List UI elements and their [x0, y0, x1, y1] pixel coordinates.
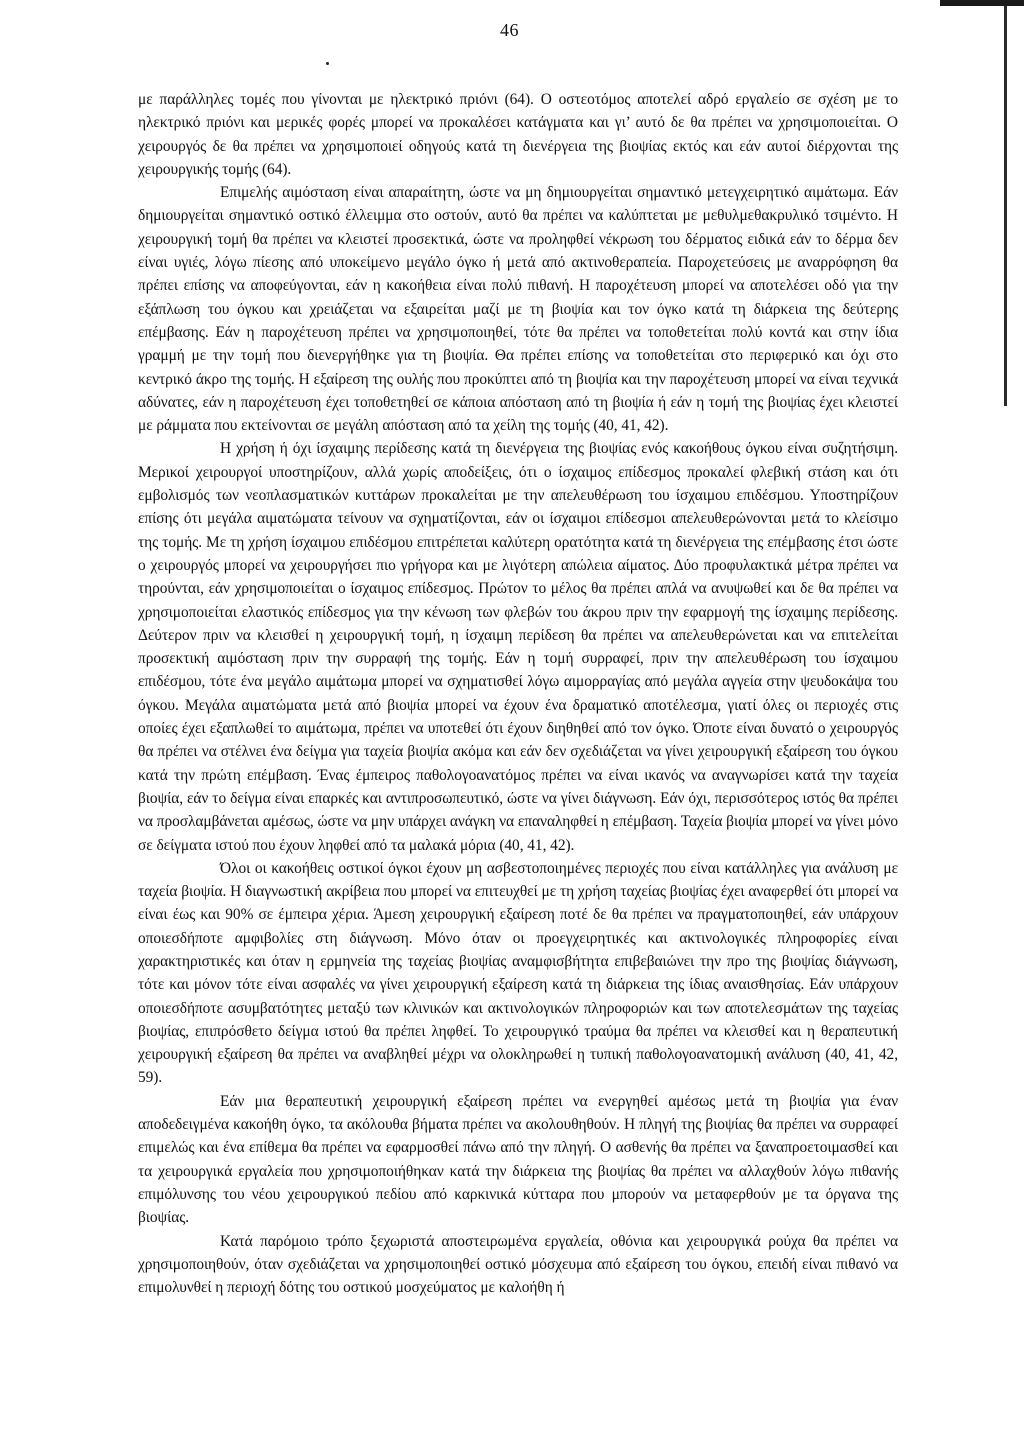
paragraph-5: Εάν μια θεραπευτική χειρουργική εξαίρεση πρέπει να ενεργηθεί αμέσως μετά τη βιοψία για έναν αποδεδειγμένα κακοήθη όγκο, τα ακόλουθα βήματα πρέπει να ακολουθηθούν. Η πληγή της βιοψίας θα πρέπει να συρραφεί επιμελώς και ένα επίθεμα θα πρέπει να εφαρμοσθεί πάνω από την πληγή. Ο ασθενής θα πρέπει να ξαναπροετοιμασθεί και τα χειρουργικά εργαλεία που χρησιμοποιήθηκαν κατά την διάρκεια της βιοψίας θα πρέπει να αλλαχθούν λόγω πιθανής επιμόλυνσης του νέου χειρουργικού πεδίου από καρκινικά κύτταρα που μπορούν να μεταφερθούν με τα όργανα της βιοψίας. [138, 1092, 898, 1227]
document-body [138, 88, 898, 1299]
paragraph-6: Κατά παρόμοιο τρόπο ξεχωριστά αποστειρωμένα εργαλεία, οθόνια και χειρουργικά ρούχα θα πρέπει να χρησιμοποιηθούν, όταν σχεδιάζεται να χρησιμοποιηθεί οστικό μόσχευμα από εξαίρεση του όγκου, επειδή είναι πιθανό να επιμολυνθεί η περιοχή δότης του οστικού μοσχεύματος με καλοήθη ή [138, 1232, 898, 1297]
page-number: 46 [500, 20, 519, 40]
paragraph-1: με παράλληλες τομές που γίνονται με ηλεκτρικό πριόνι (64). Ο οστεοτόμος αποτελεί αδρό εργαλείο σε σχέση με το ηλεκτρικό πριόνι και μερικές φορές μπορεί να προκαλέσει κατάγματα και γι’ αυτό δε θα πρέπει να χρησιμοποιείται. Ο χειρουργός δε θα πρέπει να χρησιμοποιεί οδηγούς κατά τη διενέργεια της βιοψίας εκτός και εάν αυτοί διέρχονται της χειρουργικής τομής (64). [138, 91, 898, 178]
scan-speck [326, 62, 329, 65]
paragraph-2: Επιμελής αιμόσταση είναι απαραίτητη, ώστε να μη δημιουργείται σημαντικό μετεγχειρητικό αιμάτωμα. Εάν δημιουργείται σημαντικό οστικό έλλειμμα στο οστούν, αυτό θα πρέπει να καλύπτεται με μεθυλμεθακρυλικό τσιμέντο. Η χειρουργική τομή θα πρέπει να κλειστεί προσεκτικά, ώστε να προληφθεί νέκρωση του δέρματος ειδικά εάν το δέρμα δεν είναι υγιές, λόγω πίεσης από υποκείμενο μεγάλο όγκο ή μετά από ακτινοθεραπεία. Παροχετεύσεις με αναρρόφηση θα πρέπει επίσης να αποφεύγονται, εάν η κακοήθεια είναι πολύ πιθανή. Η παροχέτευση μπορεί να αποτελέσει οδό για την εξάπλωση του όγκου και χρειάζεται να εξαιρείται μαζί με τη βιοψία και τον όγκο κατά τη διάρκεια της δεύτερης επέμβασης. Εάν η παροχέτευση πρέπει να χρησιμοποιηθεί, τότε θα πρέπει να τοποθετείται πολύ κοντά και στην ίδια γραμμή με την τομή που διενεργήθηκε για τη βιοψία. Θα πρέπει επίσης να τοποθετείται στο περιφερικό και όχι στο κεντρικό άκρο της τομής. Η εξαίρεση της ουλής που προκύπτει από τη βιοψία και την παροχέτευση μπορεί να είναι τεχνικά αδύνατες, εάν η παροχέτευση έχει τοποθετηθεί σε κάποια απόσταση από τη βιοψία ή εάν η τομή της βιοψίας έχει κλειστεί με ράμματα που εκτείνονται σε μεγάλη απόσταση από τα χείλη της τομής (40, 41, 42). [138, 184, 898, 435]
paragraph-3: Η χρήση ή όχι ίσχαιμης περίδεσης κατά τη διενέργεια της βιοψίας ενός κακοήθους όγκου είναι συζητήσιμη. Μερικοί χειρουργοί υποστηρίζουν, αλλά χωρίς αποδείξεις, ότι ο ίσχαιμος επίδεσμος προκαλεί φλεβική στάση και ότι εμβολισμός των νεοπλασματικών κυττάρων προκαλείται με την απελευθέρωση του ίσχαιμου επιδέσμου. Υποστηρίζουν επίσης ότι μεγάλα αιματώματα τείνουν να σχηματίζονται, εάν οι ίσχαιμοι επίδεσμοι απελευθερώνονται μετά το κλείσιμο της τομής. Με τη χρήση ίσχαιμου επιδέσμου επιτρέπεται καλύτερη ορατότητα κατά τη διενέργεια της επέμβασης έτσι ώστε ο χειρουργός μπορεί να χειρουργήσει πιο γρήγορα και με λιγότερη απώλεια αίματος. Δύο προφυλακτικά μέτρα πρέπει να τηρούνται, εάν χρησιμοποιείται ο ίσχαιμος επίδεσμος. Πρώτον το μέλος θα πρέπει απλά να ανυψωθεί και δε θα πρέπει να χρησιμοποιείται ελαστικός επίδεσμος για την κένωση των φλεβών του άκρου πριν την εφαρμογή της ίσχαιμης περίδεσης. Δεύτερον πριν να κλεισθεί η χειρουργική τομή, η ίσχαιμη περίδεση θα πρέπει να απελευθερώνεται και να επιτελείται προσεκτική αιμόσταση πριν την συρραφή της τομής. Εάν η τομή συρραφεί, πριν την απελευθέρωση του ίσχαιμου επιδέσμου, τότε ένα μεγάλο αιμάτωμα μπορεί να σχηματισθεί λόγω αιμορραγίας από μεγάλα αγγεία στην ψευδοκάψα του όγκου. Μεγάλα αιματώματα μετά από βιοψία μπορεί να έχουν ένα δραματικό αποτέλεσμα, γιατί όλες οι περιοχές στις οποίες έχει εξαπλωθεί το αιμάτωμα, πρέπει να υποτεθεί ότι έχουν διηθηθεί από τον όγκο. Όποτε είναι δυνατό ο χειρουργός θα πρέπει να στέλνει ένα δείγμα για ταχεία βιοψία ακόμα και εάν δεν σχεδιάζεται να γίνει χειρουργική εξαίρεση του όγκου κατά την πρώτη επέμβαση. Ένας έμπειρος παθολογοανατόμος πρέπει να είναι ικανός να αναγνωρίσει κατά την ταχεία βιοψία, εάν το δείγμα είναι επαρκές και αντιπροσωπευτικό, ώστε να γίνει διάγνωση. Εάν όχι, περισσότερος ιστός θα πρέπει να προσλαμβάνεται αμέσως, ώστε να μην υπάρχει ανάγκη να επαναληφθεί η επέμβαση. Ταχεία βιοψία μπορεί να γίνει μόνο σε δείγματα ιστού που έχουν ληφθεί από τα μαλακά μόρια (40, 41, 42). [138, 440, 898, 854]
scan-edge-top [940, 0, 1024, 6]
scan-edge-right [1004, 6, 1007, 406]
paragraph-4: Όλοι οι κακοήθεις οστικοί όγκοι έχουν μη ασβεστοποιημένες περιοχές που είναι κατάλληλες για ανάλυση με ταχεία βιοψία. Η διαγνωστική ακρίβεια που μπορεί να επιτευχθεί με τη χρήση ταχείας βιοψίας έχει αναφερθεί ότι μπορεί να είναι έως και 90% σε έμπειρα χέρια. Άμεση χειρουργική εξαίρεση ποτέ δε θα πρέπει να πραγματοποιηθεί, εάν υπάρχουν οποιεσδήποτε αμφιβολίες στη διάγνωση. Μόνο όταν οι προεγχειρητικές και ακτινολογικές πληροφορίες είναι χαρακτηριστικές και όταν η ερμηνεία της ταχείας βιοψίας αναμφισβήτητα επιβεβαιώνει την προ της βιοψίας διάγνωση, τότε και μόνον τότε είναι ασφαλές να γίνει χειρουργική εξαίρεση κατά τη διάρκεια της ίδιας αναισθησίας. Εάν υπάρχουν οποιεσδήποτε ασυμβατότητες μεταξύ των κλινικών και ακτινολογικών πληροφοριών και των αποτελεσμάτων της ταχείας βιοψίας, επιπρόσθετο δείγμα ιστού θα πρέπει ληφθεί. Το χειρουργικό τραύμα θα πρέπει να κλεισθεί και η θεραπευτική χειρουργική εξαίρεση θα πρέπει να αναβληθεί μέχρι να ολοκληρωθεί η τυπική παθολογοανατομική ανάλυση (40, 41, 42, 59). [138, 859, 898, 1087]
